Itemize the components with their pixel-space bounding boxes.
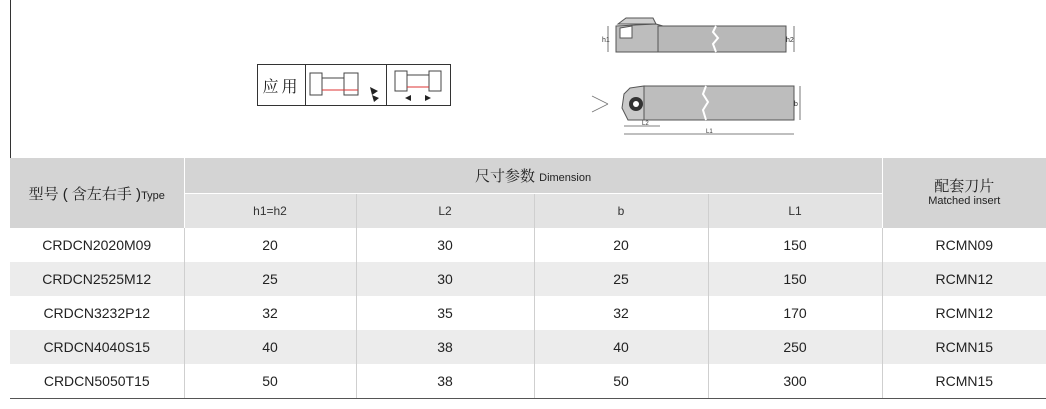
l2-cell: 38 — [356, 364, 534, 399]
insert-cell: RCMN12 — [935, 305, 994, 321]
b-cell: 25 — [534, 262, 708, 296]
type-cell: CRDCN4040S15 — [10, 330, 184, 364]
b-cell: 20 — [534, 228, 708, 262]
type-header-main: 型号 ( 含左右手 ) — [28, 185, 142, 203]
l1-cell: 150 — [708, 262, 882, 296]
table-row — [10, 296, 1046, 330]
insert-header-sub: Matched insert — [928, 195, 1001, 208]
l2-cell: 30 — [356, 262, 534, 296]
insert-header-main: 配套刀片 — [934, 177, 995, 195]
l2-cell: 38 — [356, 330, 534, 364]
insert-cell: RCMN15 — [882, 364, 1046, 399]
dimension-header-main: 尺寸参数 — [474, 168, 535, 185]
insert-column-header — [882, 158, 1046, 228]
application-diagram-turning — [306, 65, 387, 105]
table-row — [10, 228, 1046, 262]
column-header-l1: L1 — [708, 194, 882, 229]
tool-top-view-drawing — [588, 80, 808, 140]
turning-operation-icon — [306, 65, 386, 105]
dimension-header-suffix: Dimension — [539, 172, 592, 184]
application-label: 应用 — [258, 65, 306, 105]
spec-table — [10, 158, 1046, 399]
h1-dimension-label: h1 — [602, 37, 610, 44]
header-illustration-area — [0, 0, 1046, 158]
insert-cell: RCMN09 — [935, 237, 994, 253]
column-header-b: b — [534, 194, 708, 229]
l2-cell: 30 — [356, 228, 534, 262]
insert-cell: RCMN15 — [882, 330, 1046, 364]
b-dimension-label: b — [794, 101, 798, 108]
table-row — [10, 330, 1046, 364]
h-cell: 25 — [184, 262, 356, 296]
h-cell: 32 — [184, 296, 356, 330]
column-header-h1-h2: h1=h2 — [184, 194, 356, 229]
l1-cell: 170 — [708, 296, 882, 330]
application-box — [257, 64, 451, 106]
type-cell: CRDCN3232P12 — [10, 296, 184, 330]
b-cell: 50 — [534, 364, 708, 399]
table-row — [10, 364, 1046, 399]
h-cell: 40 — [184, 330, 356, 364]
table-row — [10, 262, 1046, 296]
h-cell: 20 — [184, 228, 356, 262]
type-header-suffix: Type — [141, 189, 165, 202]
b-cell: 32 — [534, 296, 708, 330]
spec-table-container — [10, 158, 1046, 399]
tool-side-view-drawing — [598, 12, 808, 60]
type-cell: CRDCN5050T15 — [10, 364, 184, 399]
insert-cell: RCMN12 — [882, 262, 1046, 296]
application-diagram-facing — [387, 65, 450, 105]
l1-cell: 250 — [708, 330, 882, 364]
h-cell: 50 — [184, 364, 356, 399]
l1-cell: 300 — [708, 364, 882, 399]
l2-dimension-label: L2 — [642, 121, 649, 127]
l2-cell: 35 — [356, 296, 534, 330]
type-cell: CRDCN2525M12 — [10, 262, 184, 296]
type-column-header — [10, 158, 184, 228]
column-header-l2: L2 — [356, 194, 534, 229]
type-cell: CRDCN2020M09 — [10, 228, 184, 262]
l1-cell: 150 — [708, 228, 882, 262]
dimension-group-header — [184, 158, 882, 194]
h2-dimension-label: h2 — [786, 37, 794, 44]
l1-dimension-label: L1 — [706, 129, 713, 135]
b-cell: 40 — [534, 330, 708, 364]
facing-operation-icon — [387, 65, 449, 105]
left-border-line — [10, 0, 11, 158]
